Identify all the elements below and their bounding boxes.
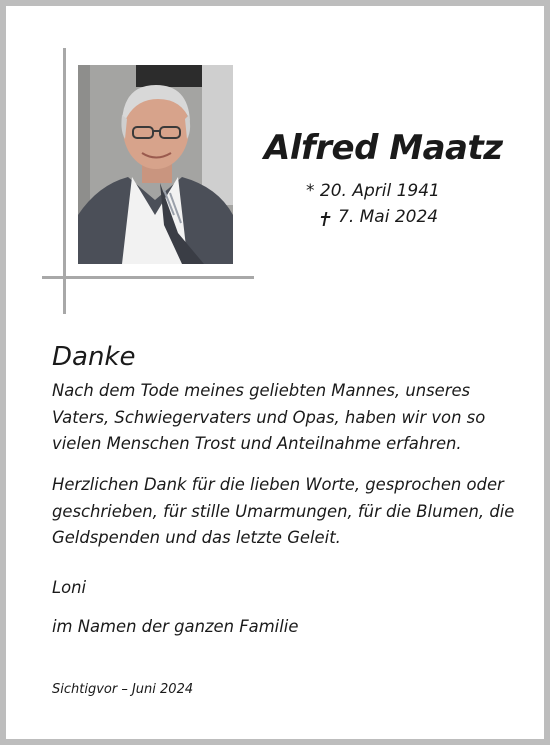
death-date-row — [306, 204, 456, 230]
thanks-paragraph-1: Nach dem Tode meines geliebten Mannes, unseres Vaters, Schwiegervaters und Opas, haben wir von so vielen Menschen Trost und Anteilnahme erfahren. — [52, 381, 486, 453]
thanks-heading: Danke — [52, 342, 136, 372]
thanks-paragraph-2: Herzlichen Dank für die lieben Worte, gesprochen oder geschrieben, für stille Umarmungen, für die Blumen, die Geldspenden und das letzte Geleit. — [52, 475, 515, 547]
frame-horizontal-line — [42, 276, 254, 279]
death-date: 7. Mai 2024 — [338, 207, 439, 227]
frame-vertical-line — [63, 48, 66, 314]
portrait-photo — [78, 65, 233, 264]
deceased-name: Alfred Maatz — [264, 128, 503, 168]
latin-cross-icon — [320, 209, 332, 225]
signature-family-line: im Namen der ganzen Familie — [52, 617, 299, 636]
signature-name: Loni — [52, 578, 87, 597]
birth-date: * 20. April 1941 — [306, 181, 440, 201]
life-dates — [306, 178, 456, 230]
place-date-footer: Sichtigvor – Juni 2024 — [52, 682, 194, 697]
